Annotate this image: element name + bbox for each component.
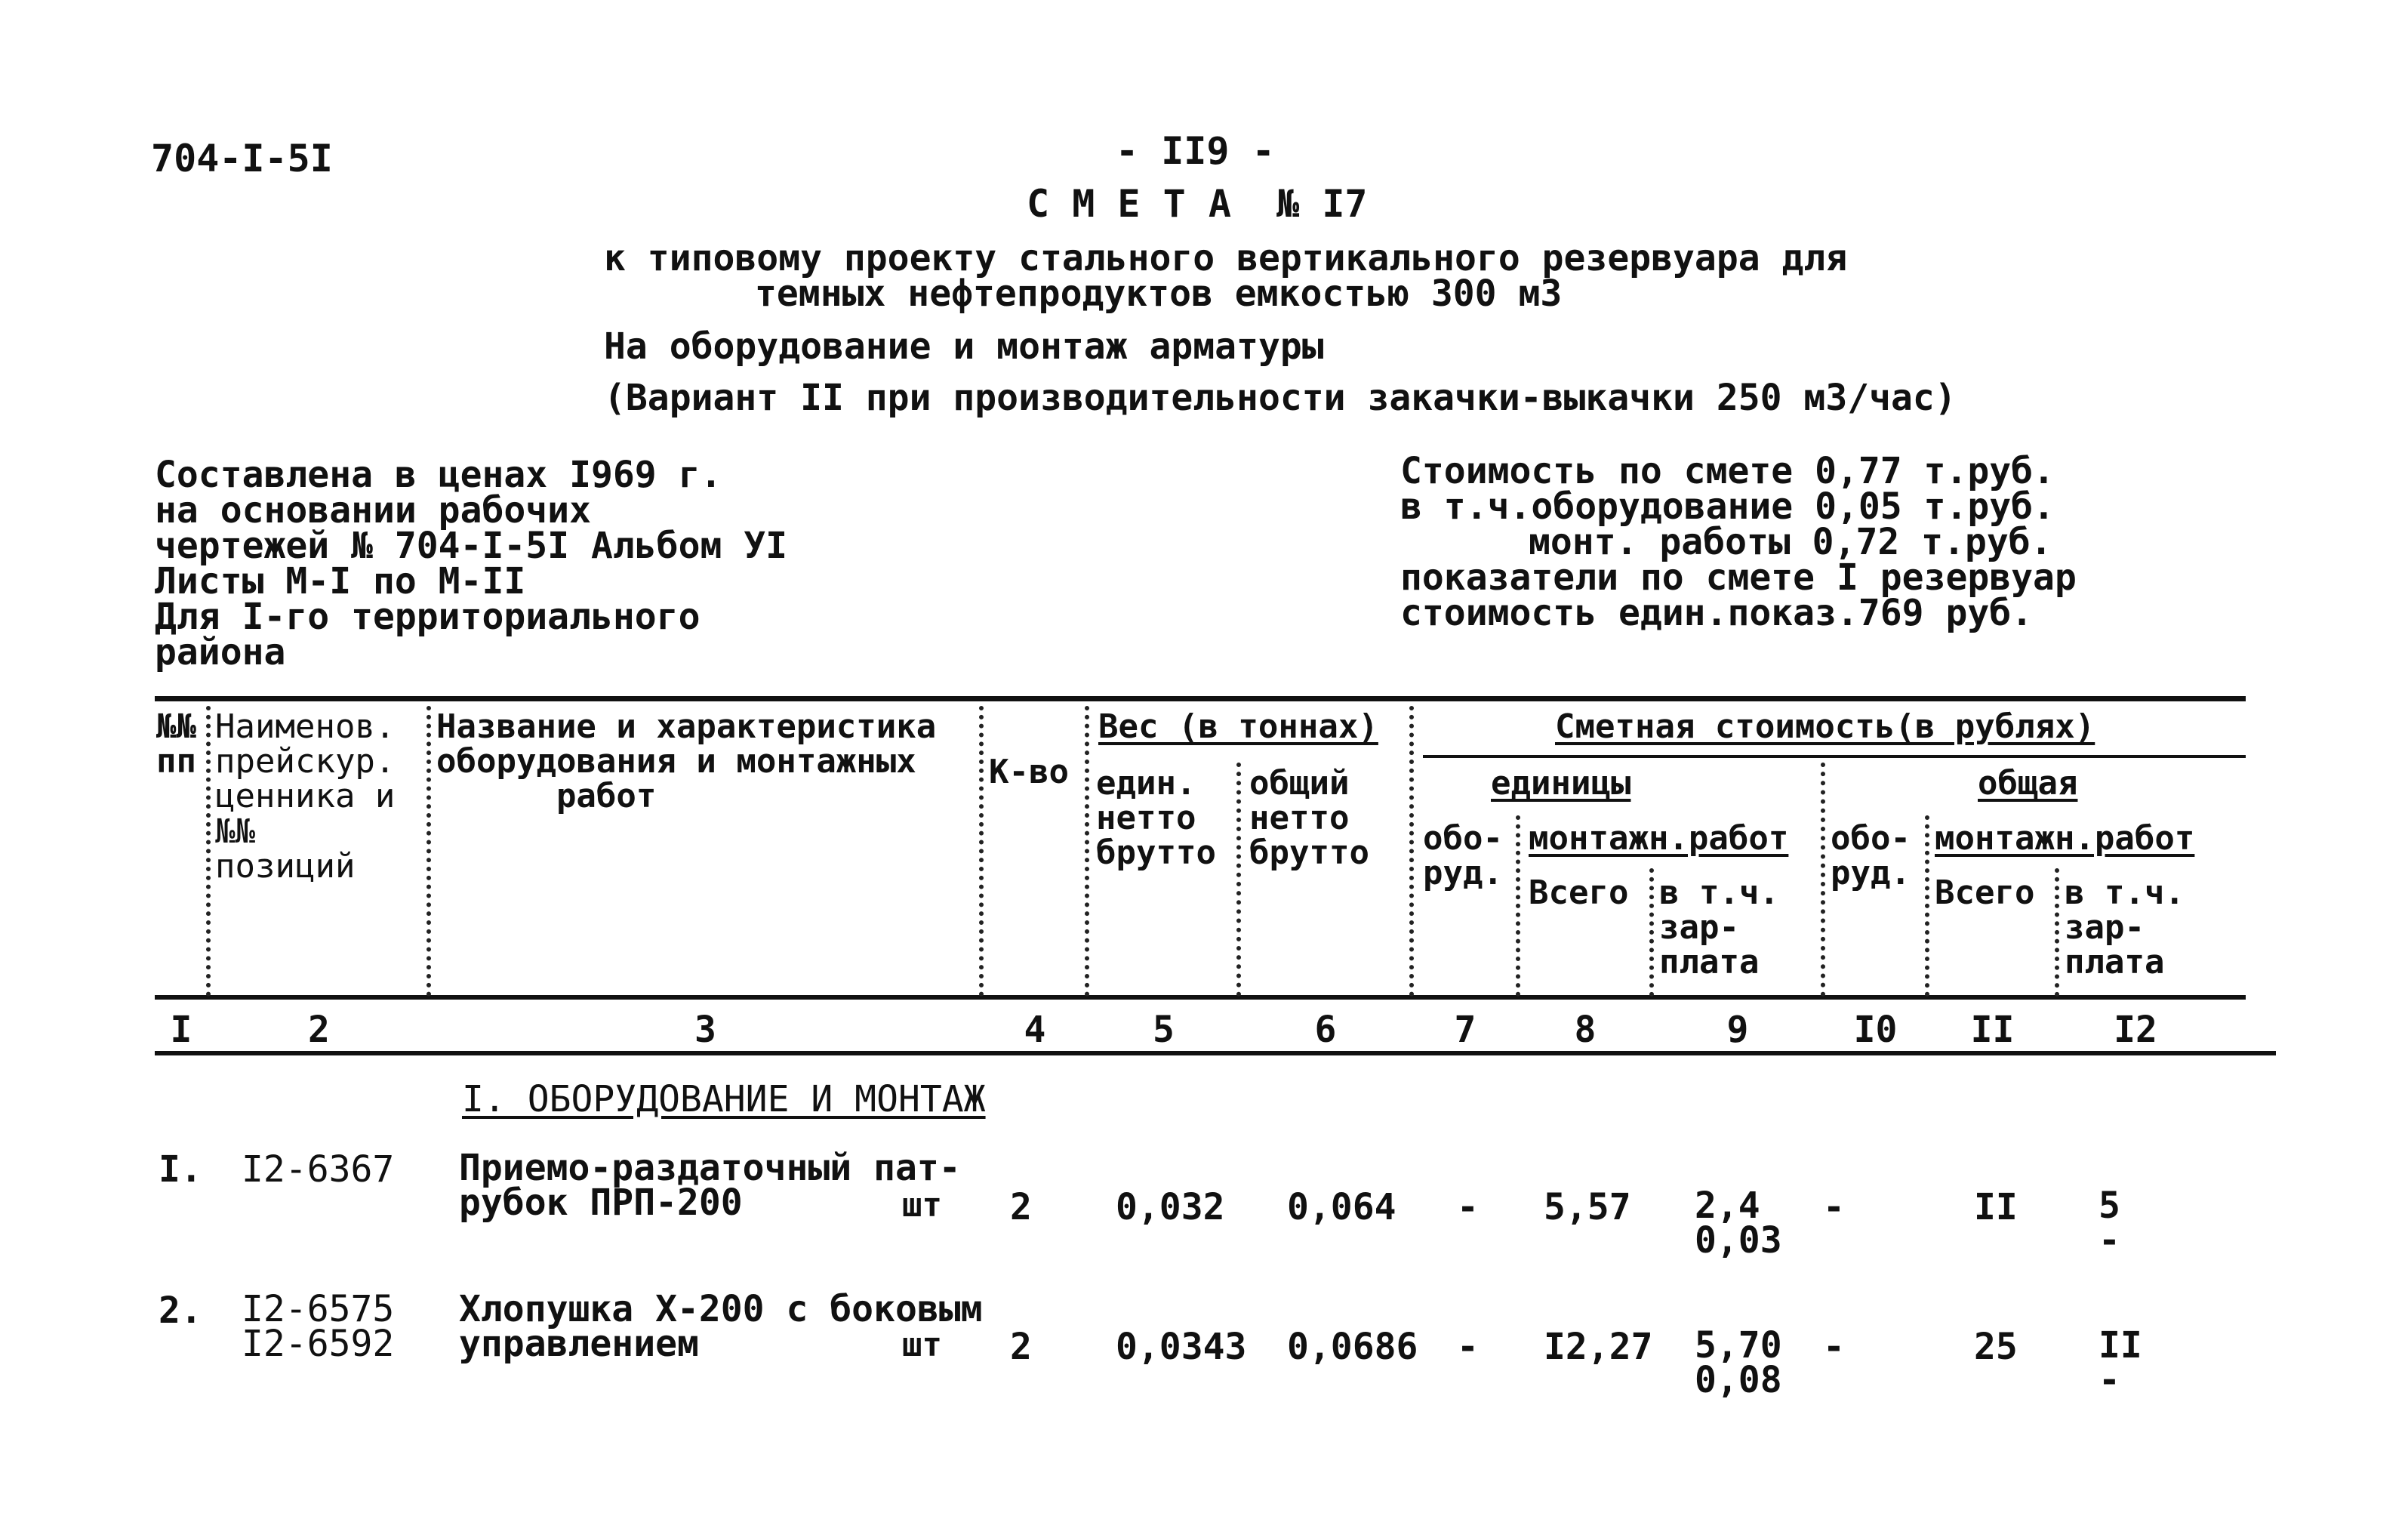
header-weight-total: общий нетто брутто — [1249, 764, 1369, 873]
info-indicator: показатели по смете I резервуар — [1400, 556, 2077, 599]
row-equipment-unit: - — [1457, 1186, 1479, 1228]
col-divider — [1085, 706, 1089, 997]
header-installation-total: монтажн.работ — [1935, 819, 2195, 858]
row-salary-total: II - — [2099, 1324, 2142, 1401]
row-number: 2. — [159, 1290, 202, 1332]
col-divider — [426, 706, 431, 997]
row-salary-unit: 2,4 0,03 — [1695, 1185, 1782, 1262]
row-equipment-total: - — [1823, 1326, 1845, 1368]
page-number: - II9 - — [1116, 129, 1275, 173]
row-unit: шт — [902, 1326, 942, 1364]
col-number: 4 — [1024, 1009, 1046, 1051]
section-title: I. ОБОРУДОВАНИЕ И МОНТАЖ — [462, 1078, 986, 1120]
purpose-line: На оборудование и монтаж арматуры — [604, 325, 1324, 368]
row-item-name: Приемо-раздаточный пат- рубок ПРП-200 — [459, 1147, 961, 1224]
header-cost-total: общая — [1978, 764, 2078, 803]
row-installation-total: II — [1974, 1186, 2018, 1228]
row-weight-total: 0,064 — [1287, 1186, 1396, 1228]
row-quantity: 2 — [1010, 1186, 1032, 1228]
info-drawings: чертежей № 704-I-5I Альбом УI — [155, 525, 788, 567]
header-quantity: К-во — [989, 753, 1069, 791]
col-divider — [1649, 868, 1654, 997]
header-weight: Вес (в тоннах) — [1098, 707, 1378, 746]
col-number: I — [170, 1009, 192, 1051]
col-number: 9 — [1726, 1009, 1749, 1051]
header-row-number: №№ пп — [156, 707, 196, 781]
col-number: 7 — [1454, 1009, 1477, 1051]
col-number: 5 — [1153, 1009, 1175, 1051]
header-total-total: Всего — [1935, 874, 2035, 912]
info-total-cost: Стоимость по смете 0,77 т.руб. — [1400, 450, 2055, 492]
table-top-rule — [155, 696, 2246, 701]
variant-line: (Вариант II при производительности закачки-выкачки 250 м3/час) — [604, 377, 1957, 419]
col-number: I2 — [2114, 1009, 2157, 1051]
row-item-name: Хлопушка Х-200 с боковым управлением — [459, 1288, 983, 1365]
row-unit: шт — [902, 1186, 942, 1225]
col-divider — [206, 706, 211, 997]
col-number: 3 — [694, 1009, 716, 1051]
row-salary-unit: 5,70 0,08 — [1695, 1324, 1782, 1401]
subtitle-line-2: темных нефтепродуктов емкостью 300 м3 — [755, 273, 1563, 315]
info-region-2: района — [155, 631, 286, 673]
info-basis: на основании рабочих — [155, 489, 591, 532]
col-divider — [2055, 868, 2059, 997]
col-number-rule — [155, 1051, 2276, 1055]
row-salary-total: 5 - — [2099, 1185, 2120, 1262]
header-weight-unit: един. нетто брутто — [1096, 764, 1216, 873]
header-cost: Сметная стоимость(в рублях) — [1555, 707, 2095, 746]
info-region: Для I-го территориального — [155, 596, 701, 638]
row-number: I. — [159, 1148, 202, 1191]
col-number: 8 — [1574, 1009, 1597, 1051]
header-salary-total: в т.ч. зар- плата — [2065, 874, 2185, 982]
header-cost-unit: единицы — [1491, 764, 1631, 803]
col-divider — [1925, 815, 1929, 997]
header-bottom-rule — [155, 995, 2246, 1000]
col-number: 6 — [1314, 1009, 1337, 1051]
row-price-code: I2-6575 I2-6592 — [242, 1288, 395, 1365]
row-installation-unit: I2,27 — [1544, 1326, 1653, 1368]
header-equipment-unit: обо- руд. — [1423, 819, 1503, 893]
col-divider — [1821, 763, 1825, 997]
row-weight-unit: 0,032 — [1116, 1186, 1225, 1228]
row-weight-total: 0,0686 — [1287, 1326, 1418, 1368]
document-code: 704-I-5I — [151, 137, 333, 180]
header-name: Название и характеристика оборудования и монтажных работ — [436, 707, 937, 816]
info-equipment-cost: в т.ч.оборудование 0,05 т.руб. — [1400, 485, 2055, 528]
header-salary-unit: в т.ч. зар- плата — [1659, 874, 1779, 982]
info-prices: Составлена в ценах I969 г. — [155, 454, 722, 496]
row-installation-unit: 5,57 — [1544, 1186, 1631, 1228]
col-divider — [1516, 815, 1520, 997]
row-equipment-unit: - — [1457, 1326, 1479, 1368]
col-number: II — [1970, 1009, 2015, 1051]
subtitle-line-1: к типовому проекту стального вертикального резервуара для — [604, 237, 1848, 279]
header-equipment-total: обо- руд. — [1831, 819, 1911, 893]
info-unit-cost: стоимость един.показ.769 руб. — [1400, 592, 2034, 634]
col-divider — [979, 706, 984, 997]
row-equipment-total: - — [1823, 1186, 1845, 1228]
header-price-code: Наименов. прейскур. ценника и №№ позиций — [215, 707, 396, 886]
header-total-unit: Всего — [1529, 874, 1629, 912]
row-weight-unit: 0,0343 — [1116, 1326, 1247, 1368]
info-installation-cost: монт. работы 0,72 т.руб. — [1529, 521, 2052, 563]
document-title: С М Е Т А № I7 — [1027, 182, 1368, 226]
cost-header-rule — [1423, 755, 2246, 758]
header-installation-unit: монтажн.работ — [1529, 819, 1789, 858]
col-number: I0 — [1853, 1009, 1898, 1051]
row-price-code: I2-6367 — [242, 1148, 395, 1191]
col-divider — [1409, 706, 1414, 997]
row-quantity: 2 — [1010, 1326, 1032, 1368]
col-number: 2 — [308, 1009, 330, 1051]
col-divider — [1236, 763, 1241, 997]
row-installation-total: 25 — [1974, 1326, 2018, 1368]
info-sheets: Листы М-I по М-II — [155, 560, 526, 602]
